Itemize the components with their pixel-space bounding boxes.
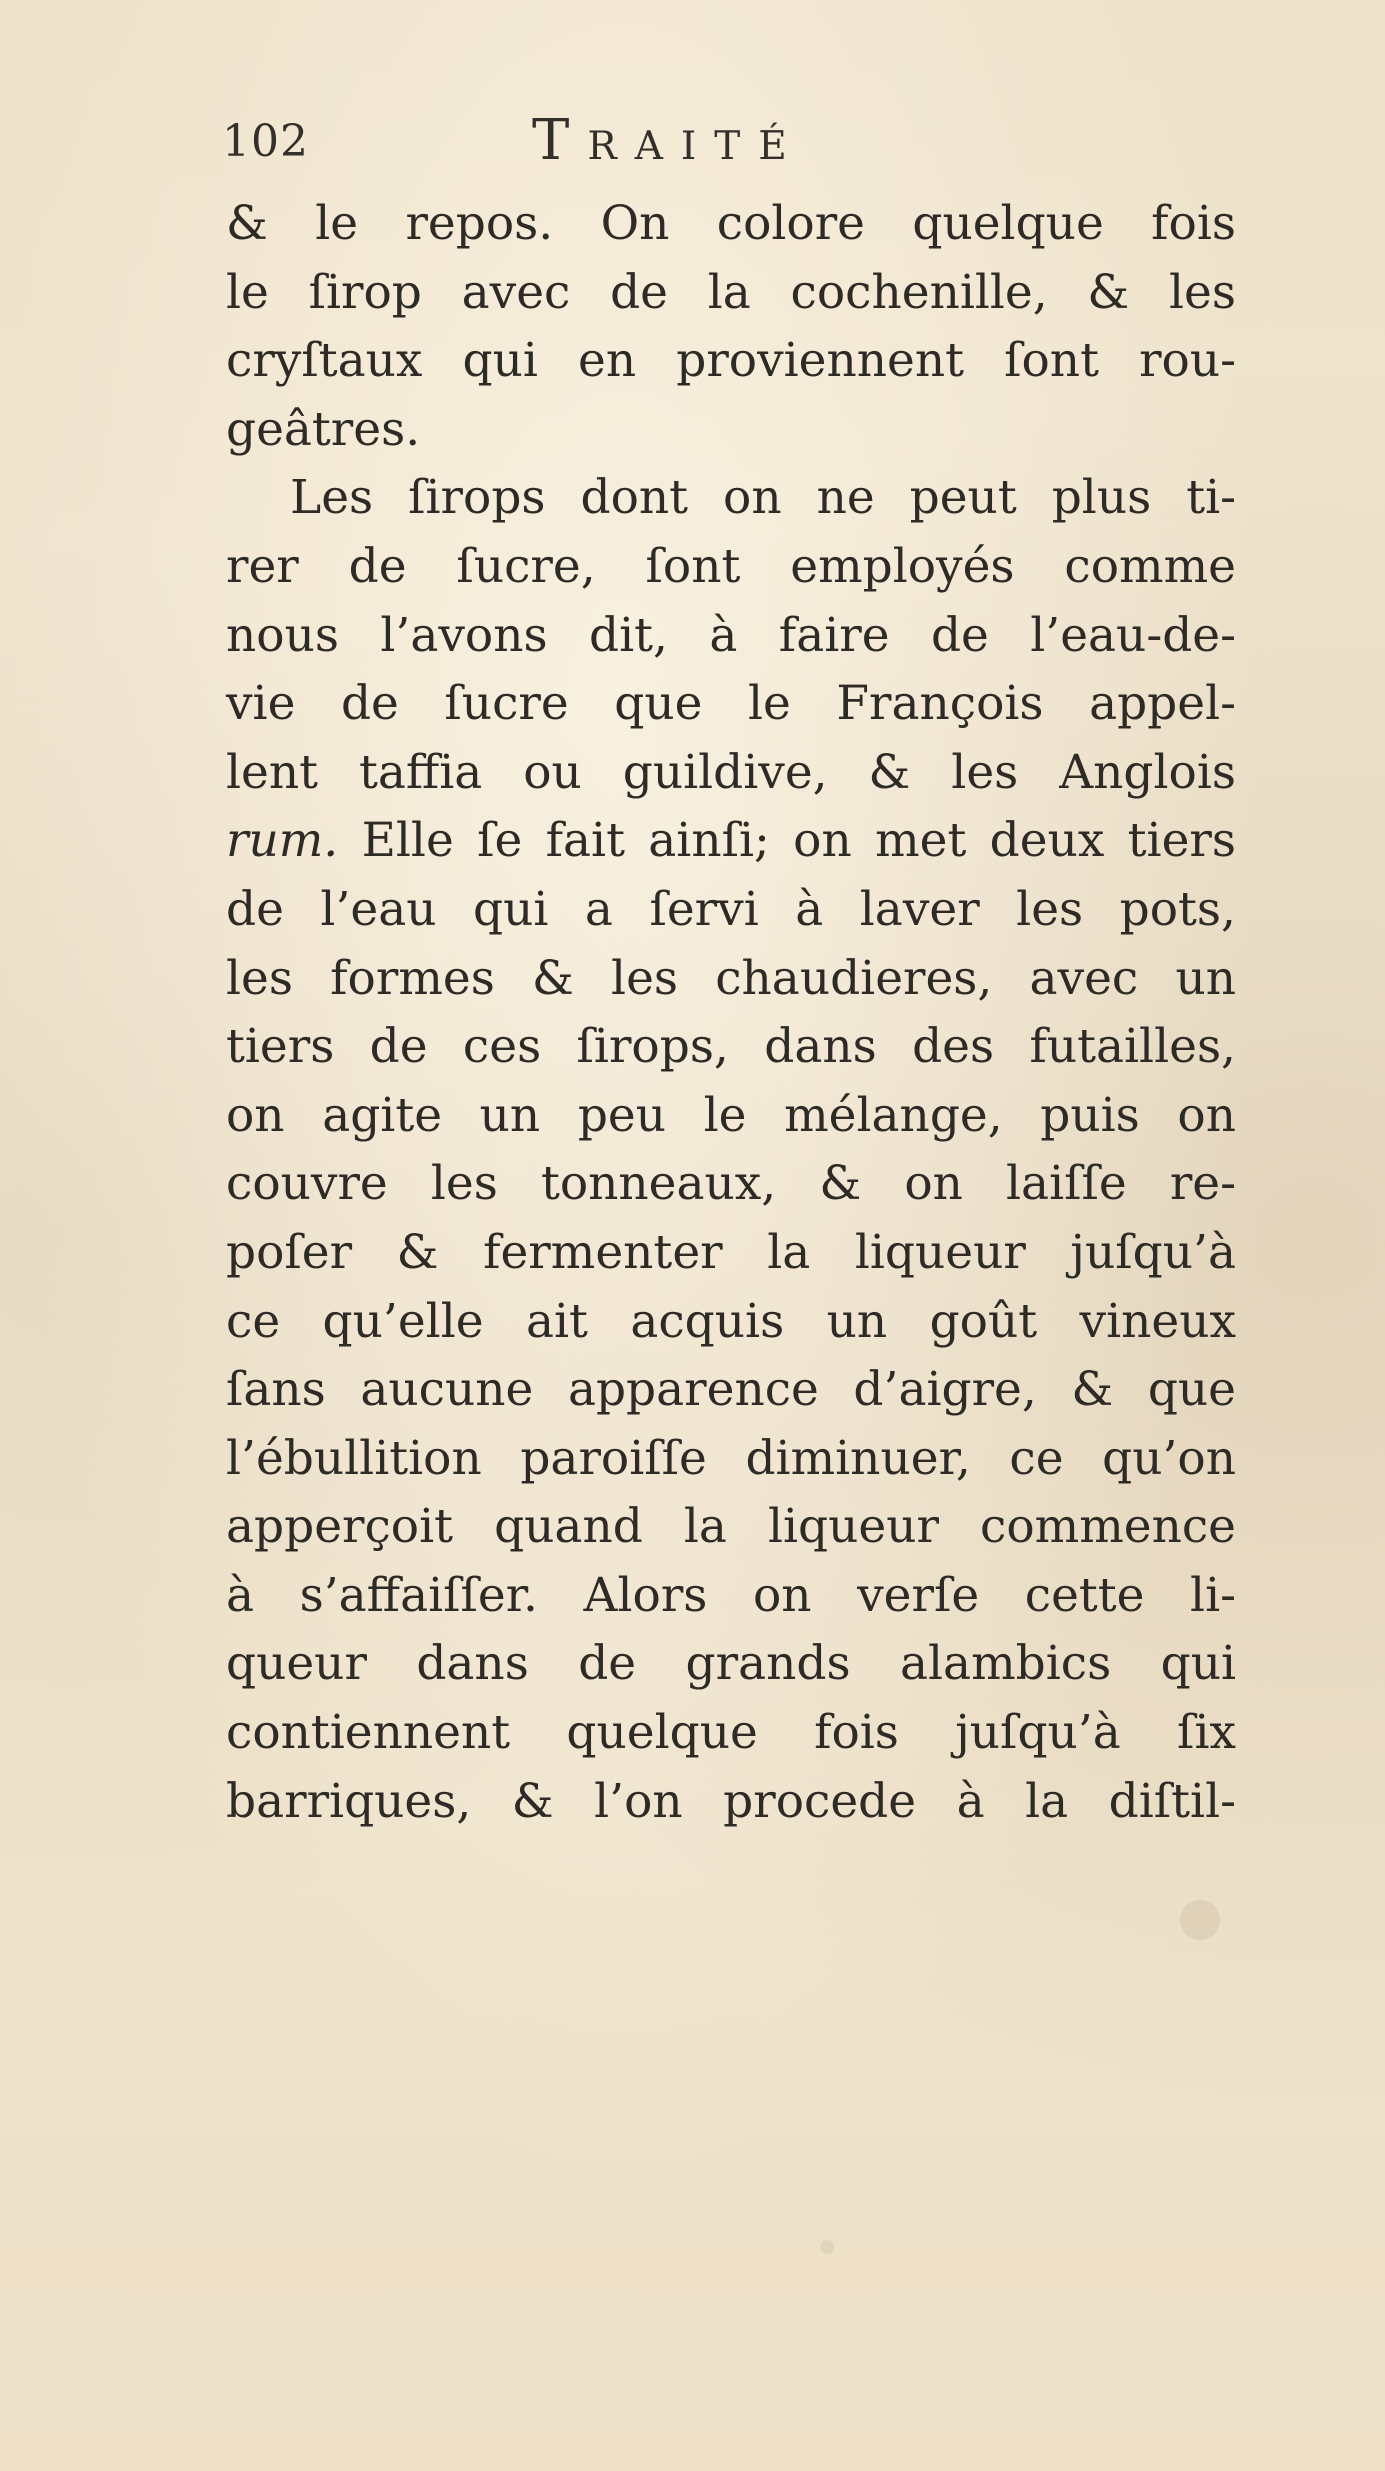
text-line: à s’affaiſſer. Alors on verſe cette li- xyxy=(226,1567,1236,1623)
text-line: apperçoit quand la liqueur commence xyxy=(226,1499,1236,1555)
page-number: 102 xyxy=(222,116,309,167)
paper-stain xyxy=(820,2240,834,2254)
text-line: barriques, & l’on procede à la diſtil- xyxy=(226,1773,1236,1829)
italic-word: rum. xyxy=(226,813,339,869)
text-line: couvre les tonneaux, & on laiſſe re- xyxy=(226,1156,1236,1212)
text-line: geâtres. xyxy=(226,401,421,457)
text-line: rer de ſucre, ſont employés comme xyxy=(226,538,1236,594)
text-line: on agite un peu le mélange, puis on xyxy=(226,1087,1236,1143)
text-line: queur dans de grands alambics qui xyxy=(226,1636,1236,1692)
body-text xyxy=(226,190,1236,1836)
text-line: le ſirop avec de la cochenille, & les xyxy=(226,264,1236,320)
paper-stain xyxy=(1180,1900,1220,1940)
text-line-rest: Elle ſe fait ainſi; on met deux tiers xyxy=(361,813,1236,869)
text-line: l’ébullition paroiſſe diminuer, ce qu’on xyxy=(226,1430,1236,1486)
text-line: de l’eau qui a ſervi à laver les pots, xyxy=(226,881,1236,937)
text-line: cryſtaux qui en proviennent ſont rou- xyxy=(226,333,1236,389)
text-line: nous l’avons dit, à faire de l’eau-de- xyxy=(226,607,1236,663)
text-line: poſer & fermenter la liqueur juſqu’à xyxy=(226,1224,1236,1280)
text-line: Les ſirops dont on ne peut plus ti- xyxy=(290,470,1236,526)
text-line: contiennent quelque fois juſqu’à ſix xyxy=(226,1705,1236,1761)
text-line xyxy=(226,807,1236,876)
text-line: ce qu’elle ait acquis un goût vineux xyxy=(226,1293,1236,1349)
text-line: ſans aucune apparence d’aigre, & que xyxy=(226,1362,1236,1418)
text-line: vie de ſucre que le François appel- xyxy=(226,676,1236,732)
running-head xyxy=(222,108,1222,178)
text-line: les formes & les chaudieres, avec un xyxy=(226,950,1236,1006)
text-line: lent taffia ou guildive, & les Anglois xyxy=(226,744,1236,800)
text-line: & le repos. On colore quelque fois xyxy=(226,196,1236,251)
running-head-title: Traité xyxy=(532,108,805,173)
text-line: tiers de ces ſirops, dans des futailles, xyxy=(226,1019,1236,1075)
